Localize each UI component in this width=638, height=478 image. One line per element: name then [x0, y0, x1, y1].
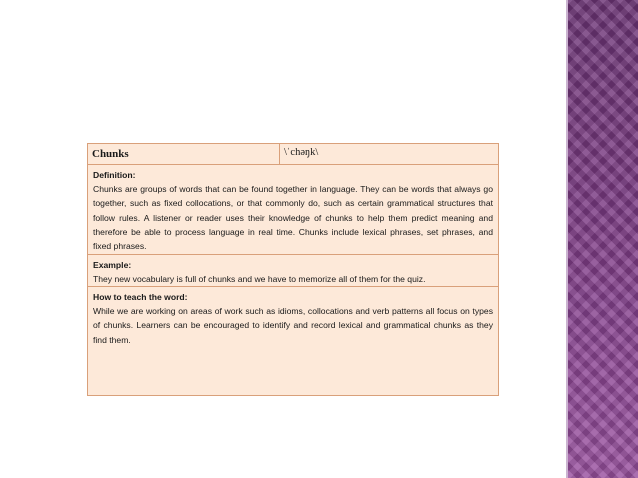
- decorative-side-panel: [568, 0, 638, 478]
- teaching-text: While we are working on areas of work such as idioms, collocations and verb patterns all focus on types of chunks. Learners can be encouraged to identify and record lexical and grammatical chunks as they find them.: [93, 306, 493, 345]
- teaching-heading: How to teach the word:: [93, 292, 188, 302]
- definition-heading: Definition:: [93, 170, 136, 180]
- teaching-section: [88, 287, 498, 395]
- example-heading: Example:: [93, 260, 132, 270]
- definition-text: Chunks are groups of words that can be found together in language. They can be words that always go together, such as fixed collocations, or that commonly do, such as certain grammatical structures that follow rules. A listener or reader uses their knowledge of chunks to help them predict meaning and therefore be able to process language in real time. Chunks include lexical phrases, set phrases, and fixed phrases.: [93, 184, 493, 252]
- example-text: They new vocabulary is full of chunks and we have to memorize all of them for the quiz.: [93, 274, 426, 285]
- word-title: Chunks: [88, 144, 280, 164]
- word-pronunciation: \ˈchəŋk\: [284, 147, 319, 158]
- word-header-row: [88, 144, 498, 165]
- example-section: [88, 255, 498, 287]
- definition-section: [88, 165, 498, 255]
- word-card: [87, 143, 499, 396]
